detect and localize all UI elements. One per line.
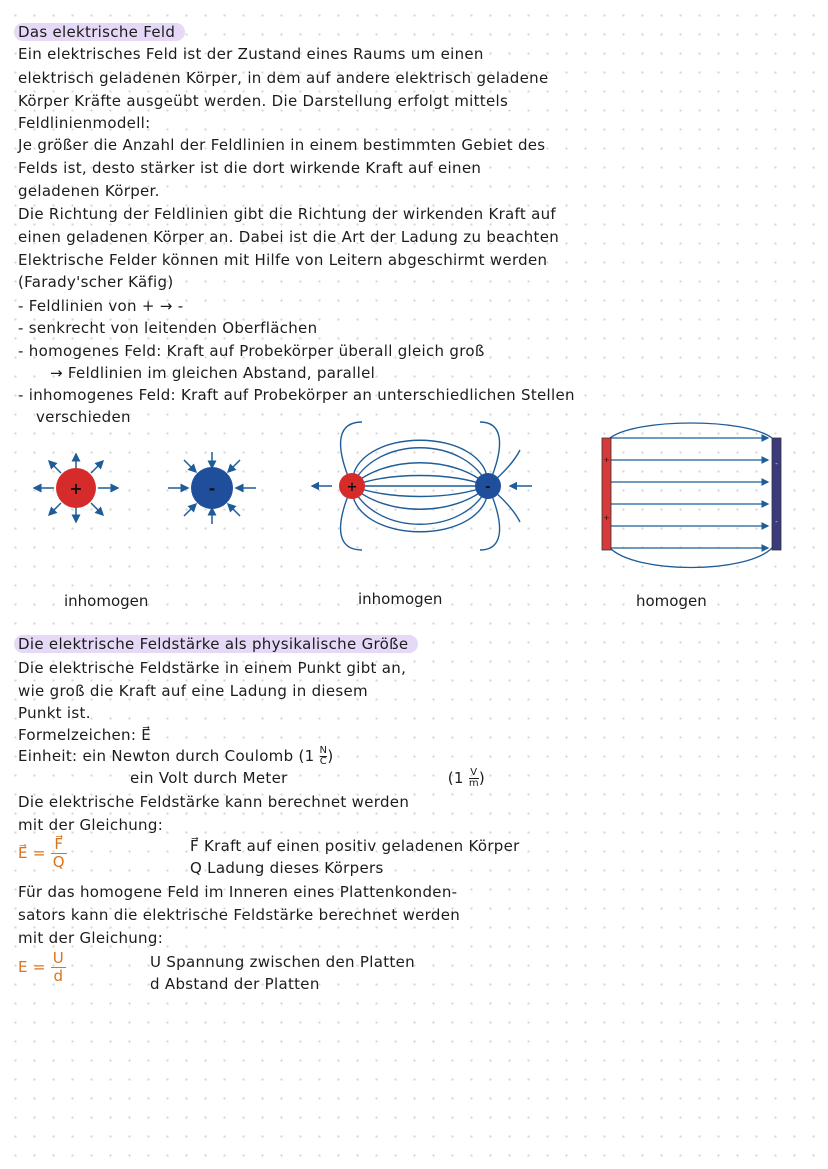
unit-fraction: $\frac{V}{m}$ [468, 767, 479, 789]
legend-force: F⃗ Kraft auf einen positiv geladenen Körper [190, 837, 520, 855]
figure-negative-charge [164, 448, 260, 528]
plus-sign: + [346, 480, 358, 495]
fringe-field-lines [610, 423, 772, 568]
text-line: elektrisch geladenen Körper, in dem auf andere elektrisch geladene [18, 69, 549, 87]
text-line: Je größer die Anzahl der Feldlinien in einem bestimmten Gebiet des [18, 136, 546, 154]
text-line: Körper Kräfte ausgeübt werden. Die Darstellung erfolgt mittels [18, 92, 509, 110]
minus-sign: - [208, 479, 216, 498]
text-line: (Farady'scher Käfig) [18, 273, 174, 291]
minus-sign: - [775, 518, 778, 526]
bullet-item: - homogenes Feld: Kraft auf Probekörper überall gleich groß [18, 342, 485, 360]
bullet-continuation: verschieden [36, 408, 131, 426]
caption-inhomogen-1: inhomogen [64, 592, 149, 610]
legend-charge: Q Ladung dieses Körpers [190, 859, 384, 877]
text-line: Für das homogene Feld im Inneren eines Plattenkonden- [18, 883, 458, 901]
bullet-item: - senkrecht von leitenden Oberflächen [18, 319, 318, 337]
negative-plate [772, 438, 781, 550]
text-line: einen geladenen Körper an. Dabei ist die Art der Ladung zu beachten [18, 228, 560, 246]
bullet-item: - Feldlinien von + → - [18, 297, 184, 315]
text-line: Die elektrische Feldstärke kann berechnet werden [18, 793, 410, 811]
bullet-item: - inhomogenes Feld: Kraft auf Probekörper an unterschiedlichen Stellen [18, 386, 575, 404]
text-line: Feldlinienmodell: [18, 114, 151, 132]
text-line: mit der Gleichung: [18, 816, 164, 834]
text-line: Punkt ist. [18, 704, 91, 722]
positive-plate [602, 438, 611, 550]
text-line: mit der Gleichung: [18, 929, 164, 947]
heading-elektrisches-feld: Das elektrische Feld [18, 22, 185, 42]
fraction: $\frac{U}{d}$ [52, 949, 65, 985]
plus-sign: + [603, 456, 610, 464]
unit-newton-per-coulomb: Einheit: ein Newton durch Coulomb (1 $\frac{N}{C}$) [18, 745, 334, 767]
unit-volt-per-meter: ein Volt durch Meter (1 $\frac{V}{m}$) [130, 767, 486, 789]
text-line: Ein elektrisches Feld ist der Zustand eines Raums um einen [18, 45, 484, 63]
minus-sign: - [485, 480, 491, 495]
text-line: sators kann die elektrische Feldstärke berechnet werden [18, 906, 461, 924]
fraction: $\frac{F⃗}{Q}$ [52, 835, 65, 871]
text-line: wie groß die Kraft auf eine Ladung in diesem [18, 682, 368, 700]
figure-dipole [300, 420, 540, 560]
equation-e-equals-f-over-q: E⃗ = $\frac{F⃗}{Q}$ [18, 835, 65, 871]
homogeneous-field-lines [610, 438, 768, 548]
plus-sign: + [69, 479, 83, 498]
legend-voltage: U Spannung zwischen den Platten [150, 953, 415, 971]
heading-feldstaerke: Die elektrische Feldstärke als physikalische Größe [18, 634, 418, 654]
plus-sign: + [603, 514, 610, 522]
figure-positive-charge [28, 448, 124, 528]
bullet-subitem: → Feldlinien im gleichen Abstand, parallel [50, 364, 376, 382]
caption-inhomogen-2: inhomogen [358, 590, 443, 608]
text-line: Elektrische Felder können mit Hilfe von Leitern abgeschirmt werden [18, 251, 548, 269]
text-line: Die elektrische Feldstärke in einem Punkt gibt an, [18, 659, 407, 677]
caption-homogen: homogen [636, 592, 707, 610]
text-line: Die Richtung der Feldlinien gibt die Richtung der wirkenden Kraft auf [18, 205, 556, 223]
formula-symbol: Formelzeichen: E⃗ [18, 726, 152, 744]
unit-fraction: $\frac{N}{C}$ [319, 745, 328, 767]
minus-sign: - [775, 460, 778, 468]
legend-distance: d Abstand der Platten [150, 975, 320, 993]
equation-e-equals-u-over-d: E = $\frac{U}{d}$ [18, 949, 65, 985]
figure-plate-capacitor [596, 416, 788, 586]
text-line: Felds ist, desto stärker ist die dort wirkende Kraft auf einen [18, 159, 482, 177]
text-line: geladenen Körper. [18, 182, 160, 200]
